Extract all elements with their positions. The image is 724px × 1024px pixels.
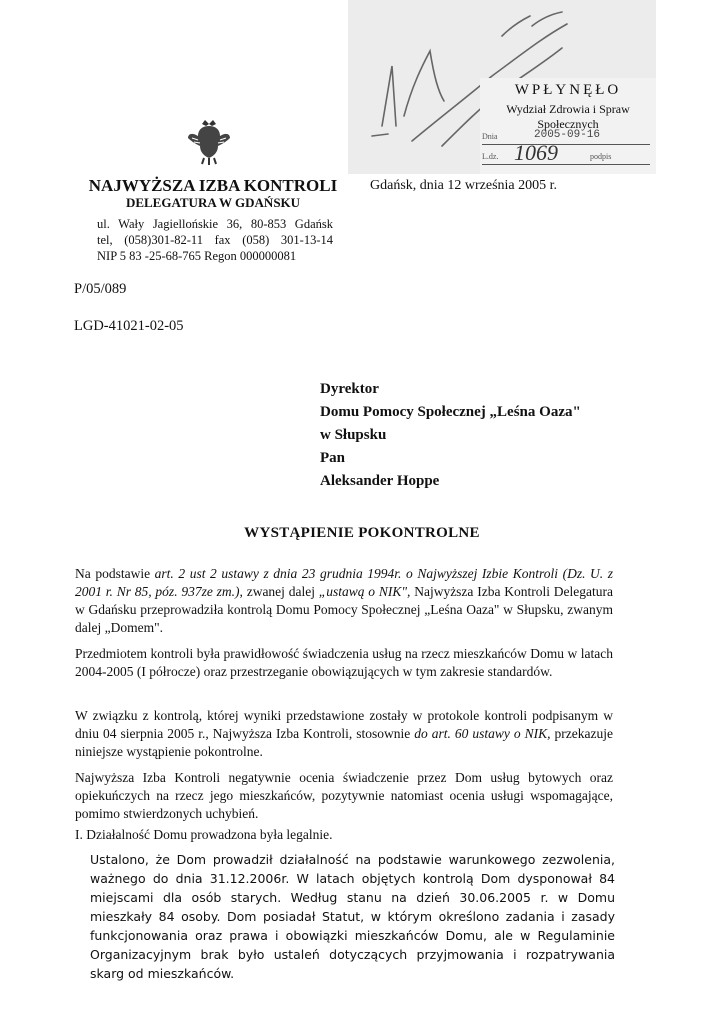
paragraph-assessment: Najwyższa Izba Kontroli negatywnie ocenia świadczenie przez Dom usług bytowych oraz opiekuńczych na rzecz jego mieszkańców, pozytywnie natomiast ocenia usługi wspomagające, pomimo stwierdzonych uchybień.: [75, 770, 613, 821]
institution-branch: DELEGATURA W GDAŃSKU: [125, 195, 301, 210]
document-title: WYSTĄPIENIE POKONTROLNE: [244, 525, 480, 541]
tax-id-line: NIP 5 83 -25-68-765 Regon 000000081: [97, 249, 297, 263]
stamp-divider: [482, 164, 650, 165]
section-heading: I. Działalność Domu prowadzona była legalnie.: [75, 827, 333, 842]
paragraph-scope: Przedmiotem kontroli była prawidłowość świadczenia usług na rzecz mieszkańców Domu w latach 2004-2005 (I półrocze) oraz przestrzeganie obowiązujących w tym zakresie standardów.: [75, 646, 613, 679]
paragraph-protocol: W związku z kontrolą, której wyniki przedstawione zostały w protokole kontroli podpisanym w dniu 04 sierpnia 2005 r., Najwyższa Izba Kontroli, stosownie do art. 60 ustawy o NIK, przekazuje niniejsze wystąpienie pokontrolne.: [75, 708, 613, 759]
received-stamp: [480, 78, 656, 174]
stamp-title: WPŁYNĘŁO: [514, 82, 622, 98]
place-date: Gdańsk, dnia 12 września 2005 r.: [370, 178, 558, 193]
stamp-date-value: 2005-09-16: [534, 129, 601, 141]
recipient-line: w Słupsku: [320, 427, 387, 443]
recipient-name: Aleksander Hoppe: [320, 473, 440, 489]
stamp-signature-label: podpis: [590, 152, 612, 161]
reference-number: P/05/089: [74, 281, 127, 297]
institution-name: NAJWYŻSZA IZBA KONTROLI: [88, 176, 338, 195]
stamp-subtitle: Wydział Zdrowia i Spraw Społecznych: [506, 102, 630, 131]
recipient-line: Dyrektor: [320, 381, 379, 397]
case-number: LGD-41021-02-05: [74, 318, 184, 334]
paragraph-findings: Ustalono, że Dom prowadził działalność na podstawie warunkowego zezwolenia, ważnego do dnia 31.12.2006r. W latach objętych kontrolą Dom dysponował 84 miejscami dla osób starych. Według stanu na dzień 30.06.2005 r. w Domu mieszkały 84 osoby. Dom posiadał Statut, w którym określono zadania i zasady funkcjonowania oraz prawa i obowiązki mieszkańców Domu, ale w Regulaminie Organizacyjnym brak było ustaleń dotyczących przyjmowania i rozpatrywania skarg od mieszkańców.: [90, 852, 615, 981]
stamp-date-label: Dnia: [482, 132, 498, 141]
phone-line: tel, (058)301-82-11 fax (058) 301-13-14: [97, 233, 333, 247]
recipient-line: Pan: [320, 450, 346, 466]
eagle-emblem-icon: [186, 116, 232, 166]
recipient-line: Domu Pomocy Społecznej „Leśna Oaza": [320, 404, 581, 420]
address-line: ul. Wały Jagiellońskie 36, 80-853 Gdańsk: [97, 217, 333, 231]
paragraph-legal-basis: Na podstawie art. 2 ust 2 ustawy z dnia 23 grudnia 1994r. o Najwyższej Izbie Kontroli (Dz. U. z 2001 r. Nr 85, póz. 937ze zm.), zwanej dalej „ustawą o NIK", Najwyższa Izba Kontroli Delegatura w Gdańsku przeprowadziła kontrolą Domu Pomocy Społecznej „Leśna Oaza" w Słupsku, zwanym dalej „Domem".: [75, 566, 613, 635]
stamp-divider: [482, 144, 650, 145]
stamp-number-value: 1069: [514, 140, 558, 165]
stamp-number-label: L.dz.: [482, 152, 499, 161]
